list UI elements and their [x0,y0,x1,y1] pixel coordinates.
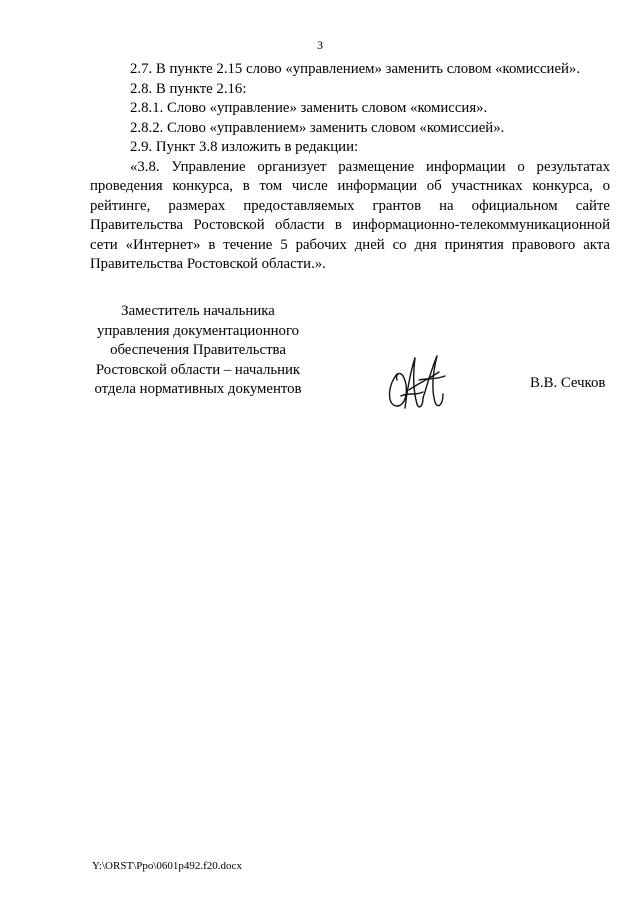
paragraph-2-8-1: 2.8.1. Слово «управление» заменить словом «комиссия». [130,100,488,116]
paragraph-2-7: 2.7. В пункте 2.15 слово «управлением» заменить словом «комиссией». [130,61,581,77]
position-line: отдела нормативных документов [94,381,302,397]
position-line: управления документационного [96,322,300,339]
position-line: Ростовской области – начальник [95,361,301,378]
file-path: Y:\ORST\Ppo\0601p492.f20.docx [92,860,242,872]
paragraph-2-9: 2.9. Пункт 3.8 изложить в редакции: [130,139,359,155]
signer-name: В.В. Сечков [530,375,606,391]
handwritten-signature [383,350,453,412]
position-line: обеспечения Правительства [110,342,286,358]
document-body [90,60,610,275]
page-number: 3 [317,38,323,52]
position-line: Заместитель начальника [121,303,275,319]
paragraph-2-8-2: 2.8.2. Слово «управлением» заменить словом «комиссией». [130,119,505,136]
signatory-position [88,302,308,400]
paragraph-2-8: 2.8. В пункте 2.16: [130,80,247,97]
paragraph-3-8-quote: «3.8. Управление организует размещение информации о результатах проведения конкурса, в том числе информации об участниках конкурса, о рейтинге, размерах предоставляемых грантов на официальном сайте Правительства Ростовской области в информационно-телекоммуникационной сети «Интернет» в течение 5 рабочих дней со дня принятия правового акта Правительства Ростовской области.». [90,158,610,272]
